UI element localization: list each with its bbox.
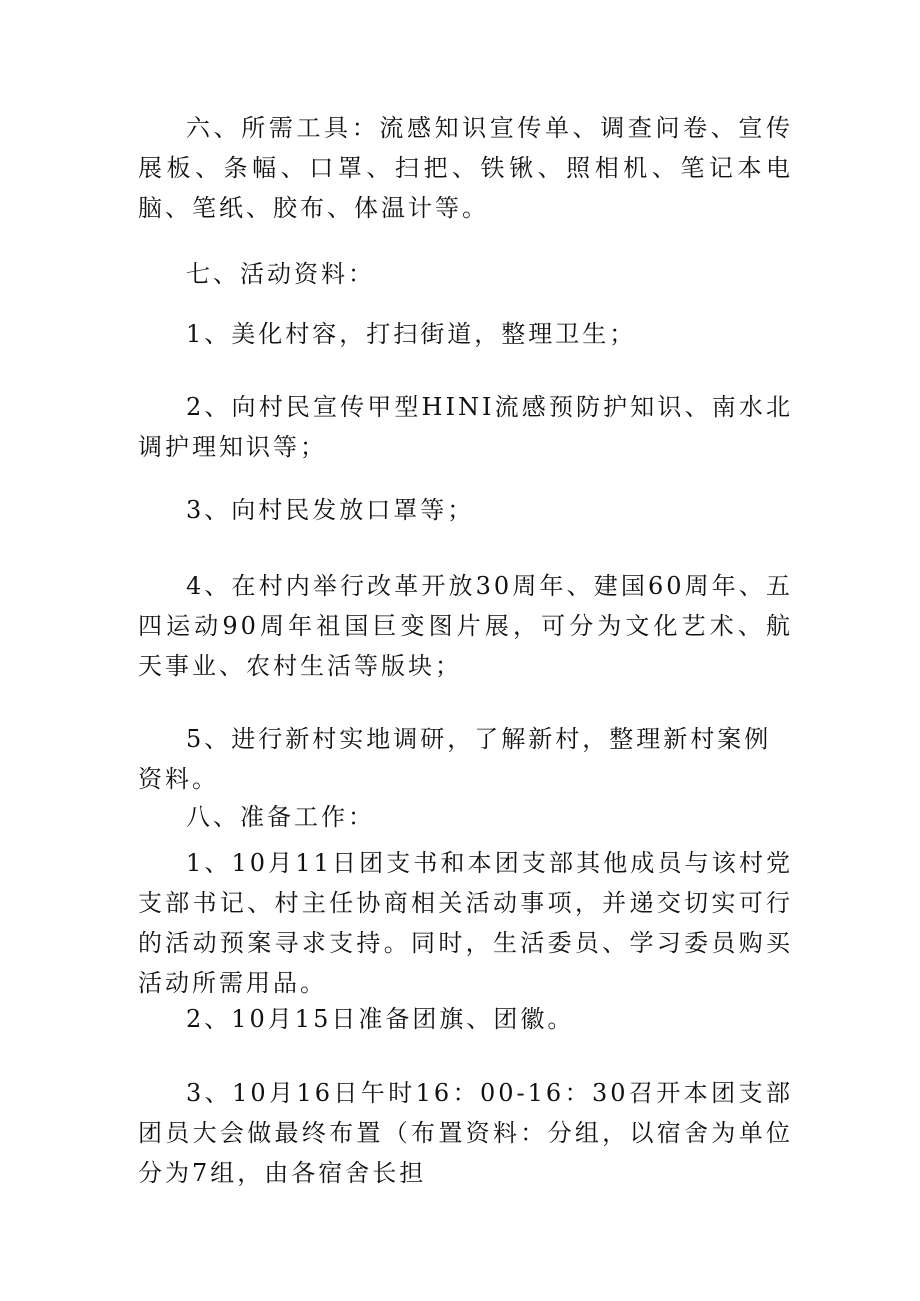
paragraph-item-5: 5、进行新村实地调研，了解新村，整理新村案例资料。 [138,725,772,793]
paragraph-tools: 六、所需工具：流感知识宣传单、调查问卷、宣传展板、条幅、口罩、扫把、铁锹、照相机、笔记本电脑、笔纸、胶布、体温计等。 [138,114,793,222]
paragraph-item-2: 2、向村民宣传甲型HINI流感预防护知识、南水北调护理知识等； [138,393,793,461]
paragraph-prep-1: 1、10月11日团支书和本团支部其他成员与该村党支部书记、村主任协商相关活动事项，并递交切实可行的活动预案寻求支持。同时，生活委员、学习委员购买活动所需用品。 [138,849,793,997]
paragraph-prep-2: 2、10月15日准备团旗、团徽。 [186,1005,575,1033]
paragraph-item-4: 4、在村内举行改革开放30周年、建国60周年、五四运动90周年祖国巨变图片展，可分为文化艺术、航天事业、农村生活等版块； [138,572,793,680]
paragraph-prep-3: 3、10月16日午时16：00-16：30召开本团支部团员大会做最终布置（布置资料：分组，以宿舍为单位分为7组，由各宿舍长担 [138,1079,793,1187]
heading-preparation: 八、准备工作： [186,803,375,831]
paragraph-item-1: 1、美化村容，打扫街道，整理卫生； [186,320,637,348]
paragraph-item-3: 3、向村民发放口罩等； [186,496,475,524]
heading-activity-materials: 七、活动资料： [186,260,375,288]
